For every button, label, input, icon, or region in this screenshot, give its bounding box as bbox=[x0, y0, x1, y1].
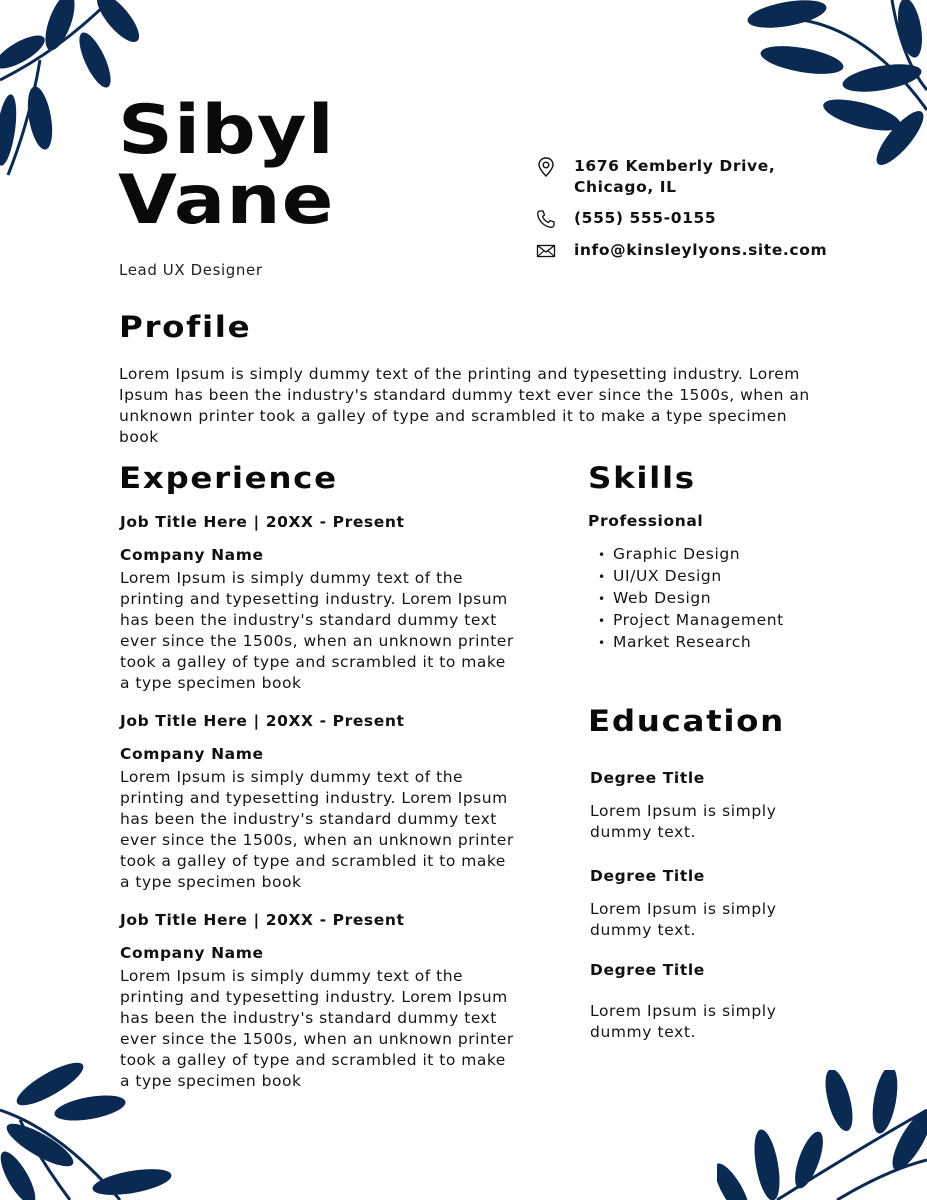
experience-item bbox=[120, 711, 520, 893]
experience-heading: Experience bbox=[119, 461, 338, 495]
job-title: Job Title Here | 20XX - Present bbox=[120, 513, 405, 531]
experience-list bbox=[120, 512, 520, 1109]
degree-title: Degree Title bbox=[590, 867, 705, 885]
company-name: Company Name bbox=[120, 745, 264, 763]
company-name: Company Name bbox=[120, 944, 264, 962]
skill-item: • Market Research bbox=[598, 632, 784, 654]
skills-heading: Skills bbox=[588, 461, 696, 495]
job-description: Lorem Ipsum is simply dummy text of the printing and typesetting industry. Lorem Ipsum has been the industry's standard dummy text ever since the 1500s, when an unknown printer took a galley of type and scrambled it to make a type specimen book bbox=[120, 569, 514, 692]
leaf-decoration-top-right bbox=[742, 0, 927, 170]
profile-heading: Profile bbox=[119, 310, 252, 344]
job-description: Lorem Ipsum is simply dummy text of the printing and typesetting industry. Lorem Ipsum has been the industry's standard dummy text ever since the 1500s, when an unknown printer took a galley of type and scrambled it to make a type specimen book bbox=[120, 768, 514, 891]
degree-title: Degree Title bbox=[590, 961, 705, 979]
education-item bbox=[590, 768, 830, 843]
skill-item: • Graphic Design bbox=[598, 544, 784, 566]
job-role: Lead UX Designer bbox=[119, 261, 263, 279]
degree-description: Lorem Ipsum is simply dummy text. bbox=[590, 900, 777, 939]
contact-phone bbox=[535, 208, 835, 230]
job-description: Lorem Ipsum is simply dummy text of the printing and typesetting industry. Lorem Ipsum has been the industry's standard dummy text ever since the 1500s, when an unknown printer took a galley of type and scrambled it to make a type specimen book bbox=[120, 967, 514, 1090]
education-item bbox=[590, 960, 830, 1043]
profile-text: Lorem Ipsum is simply dummy text of the printing and typesetting industry. Lorem Ipsum has been the industry's standard dummy text ever since the 1500s, when an unknown printer took a galley of type and scrambled it to make a type specimen book bbox=[119, 365, 810, 446]
phone-icon bbox=[535, 208, 557, 230]
company-name: Company Name bbox=[120, 546, 264, 564]
skill-item: • Web Design bbox=[598, 588, 784, 610]
job-title: Job Title Here | 20XX - Present bbox=[120, 712, 405, 730]
experience-item bbox=[120, 512, 520, 694]
degree-description: Lorem Ipsum is simply dummy text. bbox=[590, 1002, 777, 1041]
address-line-2: Chicago, IL bbox=[574, 178, 677, 196]
experience-item bbox=[120, 910, 520, 1092]
candidate-name bbox=[118, 91, 335, 240]
contact-block bbox=[535, 156, 835, 272]
contact-address bbox=[535, 156, 835, 198]
education-heading: Education bbox=[588, 704, 785, 738]
education-list bbox=[590, 768, 830, 1043]
location-pin-icon bbox=[535, 156, 557, 178]
skill-item: • Project Management bbox=[598, 610, 784, 632]
first-name: Sibyl bbox=[118, 91, 335, 170]
leaf-decoration-bottom-right bbox=[717, 1070, 927, 1200]
phone-number: (555) 555-0155 bbox=[574, 209, 717, 227]
email-address: info@kinsleylyons.site.com bbox=[574, 241, 828, 259]
skill-item: • UI/UX Design bbox=[598, 566, 784, 588]
degree-title: Degree Title bbox=[590, 769, 705, 787]
degree-description: Lorem Ipsum is simply dummy text. bbox=[590, 802, 777, 841]
skills-list bbox=[598, 544, 784, 654]
address-line-1: 1676 Kemberly Drive, bbox=[574, 157, 776, 175]
skills-subheading: Professional bbox=[588, 512, 704, 530]
job-title: Job Title Here | 20XX - Present bbox=[120, 911, 405, 929]
envelope-icon bbox=[535, 240, 557, 262]
last-name: Vane bbox=[118, 161, 335, 240]
contact-email bbox=[535, 240, 835, 262]
education-item bbox=[590, 866, 830, 941]
